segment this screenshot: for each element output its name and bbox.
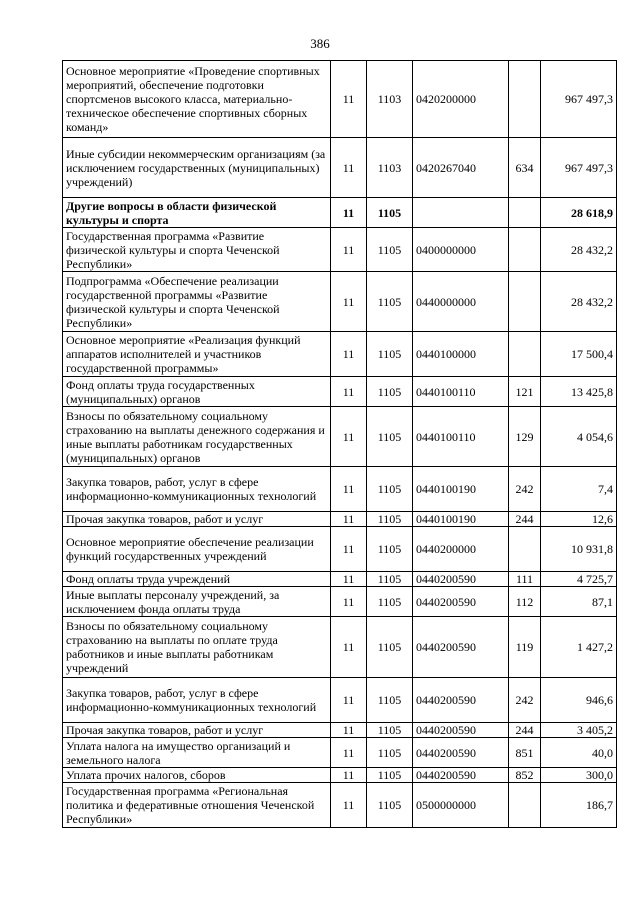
row-csr-cell: 0400000000	[413, 228, 509, 272]
budget-table-body	[63, 61, 617, 828]
row-name-cell: Основное мероприятие «Проведение спортивных мероприятий, обеспечение подготовки спортсменов высокого класса, материально-техническое обеспечение спортивных сборных команд»	[63, 61, 331, 138]
row-rz-cell: 1105	[367, 678, 413, 723]
table-row	[63, 723, 617, 738]
row-name-cell: Иные выплаты персоналу учреждений, за исключением фонда оплаты труда	[63, 587, 331, 617]
row-vr-cell: 111	[509, 572, 541, 587]
row-csr-cell: 0440100110	[413, 377, 509, 407]
row-rz-cell: 1105	[367, 617, 413, 678]
row-rz-cell: 1105	[367, 377, 413, 407]
table-row	[63, 783, 617, 828]
row-csr-cell: 0440100000	[413, 332, 509, 377]
row-ved-cell: 11	[331, 512, 367, 527]
row-ved-cell: 11	[331, 228, 367, 272]
row-csr-cell: 0500000000	[413, 783, 509, 828]
table-row	[63, 617, 617, 678]
row-sum-cell: 13 425,8	[541, 377, 617, 407]
row-vr-cell	[509, 198, 541, 228]
row-name-cell: Основное мероприятие обеспечение реализации функций государственных учреждений	[63, 527, 331, 572]
row-sum-cell: 87,1	[541, 587, 617, 617]
row-sum-cell: 946,6	[541, 678, 617, 723]
row-ved-cell: 11	[331, 138, 367, 198]
row-rz-cell: 1105	[367, 198, 413, 228]
row-name-cell: Закупка товаров, работ, услуг в сфере информационно-коммуникационных технологий	[63, 467, 331, 512]
row-sum-cell: 3 405,2	[541, 723, 617, 738]
row-ved-cell: 11	[331, 723, 367, 738]
row-name-cell: Уплата налога на имущество организаций и земельного налога	[63, 738, 331, 768]
row-ved-cell: 11	[331, 572, 367, 587]
row-sum-cell: 12,6	[541, 512, 617, 527]
table-row	[63, 272, 617, 332]
row-sum-cell: 10 931,8	[541, 527, 617, 572]
table-row	[63, 61, 617, 138]
row-rz-cell: 1105	[367, 467, 413, 512]
row-csr-cell: 0420267040	[413, 138, 509, 198]
row-vr-cell	[509, 228, 541, 272]
row-sum-cell: 4 054,6	[541, 407, 617, 467]
row-sum-cell: 186,7	[541, 783, 617, 828]
row-vr-cell: 112	[509, 587, 541, 617]
row-rz-cell: 1105	[367, 723, 413, 738]
row-vr-cell	[509, 61, 541, 138]
row-name-cell: Взносы по обязательному социальному страхованию на выплаты денежного содержания и иные выплаты работникам государственных (муниципальных) органов	[63, 407, 331, 467]
row-sum-cell: 28 618,9	[541, 198, 617, 228]
row-ved-cell: 11	[331, 738, 367, 768]
row-name-cell: Закупка товаров, работ, услуг в сфере информационно-коммуникационных технологий	[63, 678, 331, 723]
row-csr-cell: 0440200590	[413, 678, 509, 723]
row-rz-cell: 1105	[367, 512, 413, 527]
row-sum-cell: 300,0	[541, 768, 617, 783]
row-rz-cell: 1105	[367, 527, 413, 572]
row-name-cell: Подпрограмма «Обеспечение реализации государственной программы «Развитие физической культуры и спорта Чеченской Республики»	[63, 272, 331, 332]
row-name-cell: Иные субсидии некоммерческим организациям (за исключением государственных (муниципальных) учреждений)	[63, 138, 331, 198]
row-vr-cell	[509, 783, 541, 828]
row-vr-cell: 244	[509, 723, 541, 738]
row-name-cell: Прочая закупка товаров, работ и услуг	[63, 723, 331, 738]
row-sum-cell: 1 427,2	[541, 617, 617, 678]
table-row	[63, 407, 617, 467]
row-name-cell: Прочая закупка товаров, работ и услуг	[63, 512, 331, 527]
table-row	[63, 587, 617, 617]
row-name-cell: Взносы по обязательному социальному страхованию на выплаты по оплате труда работников и иные выплаты работникам учреждений	[63, 617, 331, 678]
row-rz-cell: 1105	[367, 272, 413, 332]
row-sum-cell: 28 432,2	[541, 272, 617, 332]
table-row	[63, 572, 617, 587]
row-rz-cell: 1105	[367, 587, 413, 617]
row-csr-cell: 0440200590	[413, 572, 509, 587]
row-ved-cell: 11	[331, 527, 367, 572]
row-vr-cell: 121	[509, 377, 541, 407]
row-name-cell: Фонд оплаты труда государственных (муниципальных) органов	[63, 377, 331, 407]
row-vr-cell	[509, 527, 541, 572]
row-ved-cell: 11	[331, 272, 367, 332]
table-row	[63, 228, 617, 272]
row-name-cell: Фонд оплаты труда учреждений	[63, 572, 331, 587]
budget-table	[62, 60, 617, 828]
row-ved-cell: 11	[331, 617, 367, 678]
row-rz-cell: 1103	[367, 138, 413, 198]
row-ved-cell: 11	[331, 768, 367, 783]
row-csr-cell: 0440200590	[413, 768, 509, 783]
row-sum-cell: 4 725,7	[541, 572, 617, 587]
table-row	[63, 768, 617, 783]
table-row	[63, 738, 617, 768]
row-name-cell: Основное мероприятие «Реализация функций аппаратов исполнителей и участников государственной программы»	[63, 332, 331, 377]
row-csr-cell: 0440200000	[413, 527, 509, 572]
table-row	[63, 198, 617, 228]
row-vr-cell: 242	[509, 678, 541, 723]
row-rz-cell: 1105	[367, 738, 413, 768]
row-ved-cell: 11	[331, 198, 367, 228]
table-row	[63, 467, 617, 512]
row-sum-cell: 40,0	[541, 738, 617, 768]
row-vr-cell: 244	[509, 512, 541, 527]
row-name-cell: Государственная программа «Региональная политика и федеративные отношения Чеченской Республики»	[63, 783, 331, 828]
row-ved-cell: 11	[331, 377, 367, 407]
row-ved-cell: 11	[331, 678, 367, 723]
row-vr-cell: 129	[509, 407, 541, 467]
row-name-cell: Государственная программа «Развитие физической культуры и спорта Чеченской Республики»	[63, 228, 331, 272]
table-row	[63, 377, 617, 407]
row-csr-cell: 0420200000	[413, 61, 509, 138]
row-vr-cell: 852	[509, 768, 541, 783]
row-vr-cell: 242	[509, 467, 541, 512]
row-vr-cell: 851	[509, 738, 541, 768]
row-ved-cell: 11	[331, 407, 367, 467]
row-sum-cell: 967 497,3	[541, 138, 617, 198]
row-vr-cell: 119	[509, 617, 541, 678]
row-csr-cell: 0440200590	[413, 587, 509, 617]
row-vr-cell	[509, 332, 541, 377]
row-csr-cell: 0440200590	[413, 738, 509, 768]
row-ved-cell: 11	[331, 61, 367, 138]
row-rz-cell: 1105	[367, 783, 413, 828]
row-sum-cell: 967 497,3	[541, 61, 617, 138]
table-row	[63, 332, 617, 377]
row-sum-cell: 17 500,4	[541, 332, 617, 377]
row-sum-cell: 7,4	[541, 467, 617, 512]
row-ved-cell: 11	[331, 467, 367, 512]
row-name-cell: Другие вопросы в области физической культуры и спорта	[63, 198, 331, 228]
row-sum-cell: 28 432,2	[541, 228, 617, 272]
row-ved-cell: 11	[331, 587, 367, 617]
row-csr-cell: 0440100110	[413, 407, 509, 467]
row-rz-cell: 1105	[367, 572, 413, 587]
row-rz-cell: 1105	[367, 768, 413, 783]
row-rz-cell: 1105	[367, 407, 413, 467]
row-csr-cell: 0440200590	[413, 617, 509, 678]
page-number: 386	[310, 36, 330, 51]
row-vr-cell: 634	[509, 138, 541, 198]
row-csr-cell: 0440200590	[413, 723, 509, 738]
table-row	[63, 512, 617, 527]
row-csr-cell	[413, 198, 509, 228]
row-ved-cell: 11	[331, 332, 367, 377]
row-csr-cell: 0440000000	[413, 272, 509, 332]
table-row	[63, 138, 617, 198]
row-csr-cell: 0440100190	[413, 512, 509, 527]
row-ved-cell: 11	[331, 783, 367, 828]
row-csr-cell: 0440100190	[413, 467, 509, 512]
row-name-cell: Уплата прочих налогов, сборов	[63, 768, 331, 783]
row-vr-cell	[509, 272, 541, 332]
table-row	[63, 527, 617, 572]
table-row	[63, 678, 617, 723]
row-rz-cell: 1105	[367, 228, 413, 272]
row-rz-cell: 1103	[367, 61, 413, 138]
row-rz-cell: 1105	[367, 332, 413, 377]
